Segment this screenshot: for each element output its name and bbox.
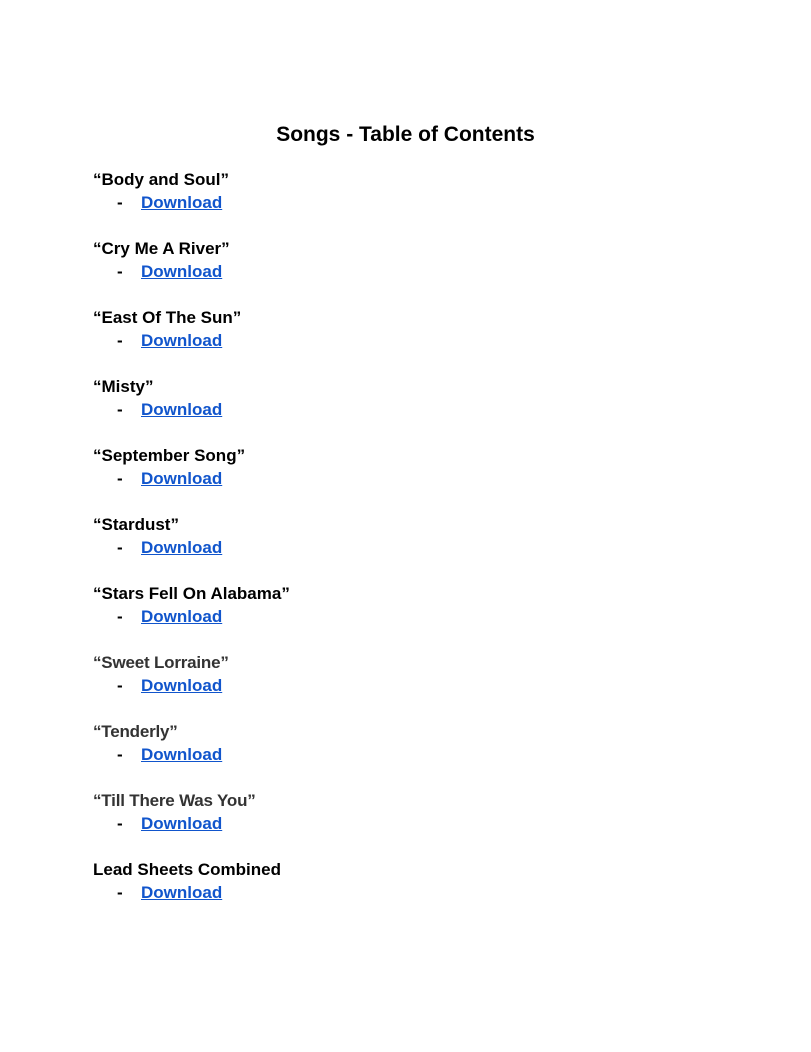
song-title: “Stardust” <box>93 515 179 534</box>
bullet-dash: - <box>117 193 123 212</box>
download-row <box>93 675 733 697</box>
toc-entry-lead-sheets-combined <box>93 858 733 927</box>
song-title: “Misty” <box>93 377 154 396</box>
section-title: Lead Sheets Combined <box>93 860 281 879</box>
toc-entry-till-there-was-you <box>93 789 733 858</box>
song-title: “September Song” <box>93 446 246 465</box>
bullet-dash: - <box>117 814 123 833</box>
download-row <box>93 468 733 490</box>
bullet-dash: - <box>117 262 123 281</box>
download-link-misty[interactable]: Download <box>141 400 223 419</box>
toc-entry-stardust <box>93 513 733 582</box>
download-link-body-and-soul[interactable]: Download <box>141 193 223 212</box>
download-row <box>93 882 733 904</box>
download-row <box>93 192 733 214</box>
bullet-dash: - <box>117 607 123 626</box>
page-title: Songs - Table of Contents <box>276 123 535 146</box>
song-title: “Sweet Lorraine” <box>93 653 229 672</box>
table-of-contents <box>93 168 733 927</box>
bullet-dash: - <box>117 676 123 695</box>
bullet-dash: - <box>117 538 123 557</box>
toc-entry-east-of-the-sun <box>93 306 733 375</box>
bullet-dash: - <box>117 400 123 419</box>
download-link-till-there-was-you[interactable]: Download <box>141 814 223 833</box>
download-link-stars-fell-on-alabama[interactable]: Download <box>141 607 223 626</box>
download-row <box>93 744 733 766</box>
toc-entry-tenderly <box>93 720 733 789</box>
download-link-sweet-lorraine[interactable]: Download <box>141 676 223 695</box>
download-link-september-song[interactable]: Download <box>141 469 223 488</box>
download-row <box>93 399 733 421</box>
download-row <box>93 606 733 628</box>
toc-entry-body-and-soul <box>93 168 733 237</box>
download-row <box>93 261 733 283</box>
download-link-lead-sheets-combined[interactable]: Download <box>141 883 223 902</box>
download-row <box>93 330 733 352</box>
download-row <box>93 813 733 835</box>
download-link-stardust[interactable]: Download <box>141 538 223 557</box>
bullet-dash: - <box>117 331 123 350</box>
song-title: “Tenderly” <box>93 722 178 741</box>
toc-entry-sweet-lorraine <box>93 651 733 720</box>
song-title: “Till There Was You” <box>93 791 256 810</box>
toc-entry-misty <box>93 375 733 444</box>
song-title: “Body and Soul” <box>93 170 229 189</box>
song-title: “Cry Me A River” <box>93 239 230 258</box>
download-row <box>93 537 733 559</box>
download-link-east-of-the-sun[interactable]: Download <box>141 331 223 350</box>
download-link-cry-me-a-river[interactable]: Download <box>141 262 223 281</box>
toc-entry-cry-me-a-river <box>93 237 733 306</box>
toc-entry-september-song <box>93 444 733 513</box>
download-link-tenderly[interactable]: Download <box>141 745 223 764</box>
song-title: “East Of The Sun” <box>93 308 242 327</box>
toc-entry-stars-fell-on-alabama <box>93 582 733 651</box>
bullet-dash: - <box>117 745 123 764</box>
bullet-dash: - <box>117 469 123 488</box>
song-title: “Stars Fell On Alabama” <box>93 584 290 603</box>
bullet-dash: - <box>117 883 123 902</box>
